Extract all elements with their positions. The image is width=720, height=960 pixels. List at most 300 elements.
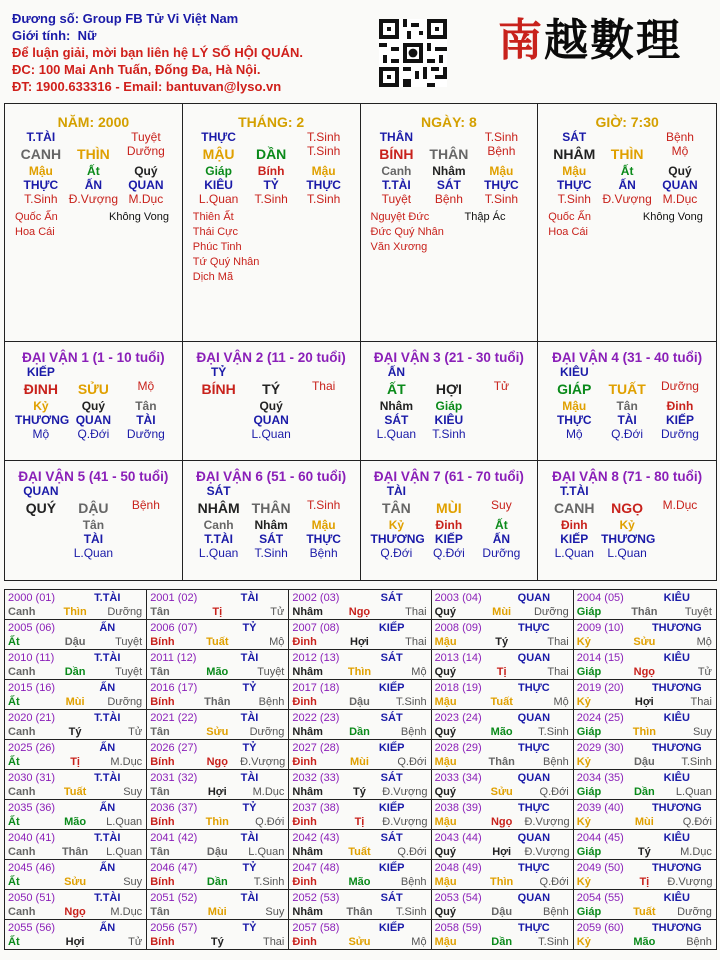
dai-van-gods-item: [15, 532, 67, 546]
pillar-top-item: [245, 130, 297, 144]
annual-branch: Ngọ: [206, 756, 228, 768]
annual-phase: T.Sinh: [681, 756, 712, 768]
annual-cell-body: [8, 695, 142, 709]
dai-van-god-item: [423, 365, 475, 379]
annual-cell-body: [8, 635, 142, 649]
dai-van-gods: [183, 532, 360, 546]
annual-cell-head: [435, 711, 569, 725]
pillar-gods: [5, 178, 182, 192]
annual-phase: Dưỡng: [107, 696, 143, 708]
annual-stem: Đinh: [292, 876, 317, 888]
annual-cell-body: [577, 665, 712, 679]
annual-cell: [147, 890, 289, 919]
annual-god: SÁT: [380, 652, 403, 664]
pillar-stars: [5, 206, 182, 240]
dai-van-cell: [5, 342, 183, 461]
annual-row: [5, 680, 716, 710]
pillar-phases-item: Đ.Vượng: [602, 192, 652, 206]
annual-cell-head: [292, 861, 426, 875]
annual-cell: [432, 860, 574, 889]
annual-branch: Mão: [64, 816, 87, 828]
dai-van-stem-branch-item: TÂN: [381, 500, 411, 516]
annual-cell-body: [150, 785, 284, 799]
pillar-hidden-stems-item: Canh: [381, 164, 412, 178]
annual-branch: Ngọ: [64, 906, 86, 918]
annual-branch: Tị: [354, 816, 365, 828]
annual-stem: Quý: [434, 726, 456, 738]
dai-van-gods-item: THỰC: [556, 413, 592, 427]
annual-branch: Ngọ: [633, 666, 656, 678]
annual-god: TÀI: [240, 592, 259, 604]
annual-branch: Tý: [495, 636, 509, 648]
pillar-top: [183, 130, 360, 144]
star-item: Dịch Mã: [192, 271, 234, 283]
annual-cell-body: [435, 755, 569, 769]
annual-cell-body: [577, 875, 712, 889]
annual-cell-head: [292, 621, 426, 635]
annual-cell: [289, 710, 431, 739]
annual-year: 2030 (31): [8, 772, 56, 784]
dai-van-stem-branch: [538, 379, 716, 399]
annual-year: 2005 (06): [8, 622, 56, 634]
annual-cell-head: [292, 681, 426, 695]
annual-god: KIẾP: [378, 742, 405, 754]
dai-van-hidden-item: Quý: [259, 399, 283, 413]
dai-van-gods-item: SÁT: [384, 413, 409, 427]
star-item: Thiên Ất: [192, 211, 234, 223]
dai-van-stem-branch-item: GIÁP: [557, 381, 592, 397]
annual-stem: Kỷ: [576, 816, 591, 828]
annual-branch: Thìn: [490, 876, 514, 888]
annual-year: 2038 (39): [434, 802, 482, 814]
stars-right: [465, 210, 528, 255]
dai-van-phases: [538, 427, 716, 441]
stars-left: [371, 210, 465, 255]
annual-cell-head: [435, 741, 569, 755]
annual-cell: [147, 860, 289, 889]
annual-cell-head: [150, 711, 284, 725]
annual-cell-body: [8, 875, 142, 889]
dai-van-stem-branch-item: BÍNH: [201, 381, 236, 397]
annual-cell-body: [577, 695, 712, 709]
annual-stem: Canh: [8, 906, 36, 918]
pillar-stem-branch-item: Dưỡng: [126, 144, 165, 158]
dai-van-hidden-item: Tân: [82, 518, 105, 532]
annual-phase: Tuyệt: [115, 636, 143, 648]
annual-god: TÀI: [240, 892, 259, 904]
annual-phase: M.Dục: [252, 786, 285, 798]
annual-stem: Bính: [150, 756, 175, 768]
annual-cell-head: [435, 621, 569, 635]
annual-branch: Dậu: [633, 756, 655, 768]
annual-god: KIÊU: [663, 592, 690, 604]
dai-van-gods: [183, 413, 360, 427]
annual-cell-head: [150, 651, 284, 665]
annual-god: T.TÀI: [94, 832, 121, 844]
annual-branch: Hợi: [65, 936, 85, 948]
annual-year: 2032 (33): [292, 772, 340, 784]
pillar-top: [361, 130, 538, 144]
annual-cell-head: [150, 831, 284, 845]
annual-cell-body: [150, 905, 284, 919]
annual-cell-body: [435, 815, 569, 829]
dai-van-god-item: [298, 484, 350, 498]
annual-branch: Hợi: [634, 696, 654, 708]
contact-line: Để luận giải, mời bạn liên hệ LÝ SỐ HỘI QUÁN.: [12, 45, 303, 60]
annual-phase: Tử: [128, 726, 143, 738]
dai-van-gods-item: TÀI: [136, 413, 156, 427]
pillar-phases: [183, 192, 360, 206]
annual-cell-head: [292, 711, 426, 725]
annual-year: 2040 (41): [8, 832, 56, 844]
annual-cell: [289, 830, 431, 859]
annual-cell-head: [8, 801, 142, 815]
annual-cell-body: [8, 845, 142, 859]
pillar-hidden-stems: [361, 164, 538, 178]
annual-cell-head: [150, 801, 284, 815]
dai-van-god-item: [298, 365, 350, 379]
annual-branch: Mùi: [492, 606, 512, 618]
annual-cell: [574, 650, 716, 679]
annual-cell: [289, 890, 431, 919]
dai-van-cell: [5, 461, 183, 580]
annual-stem: Bính: [150, 816, 175, 828]
dai-van-title: ĐẠI VẬN 3 (21 - 30 tuổi): [373, 350, 524, 365]
annual-branch: Mão: [633, 936, 656, 948]
dai-van-stem-branch-item: MÙI: [436, 500, 462, 516]
pillar-phases-item: Bệnh: [434, 192, 463, 206]
annual-cell: [574, 830, 716, 859]
dai-van-phases: [183, 546, 360, 560]
star-item: Quốc Ấn: [15, 211, 58, 223]
dai-van-god-item: [601, 365, 653, 379]
annual-cell-head: [577, 621, 712, 635]
logo: 南越數理: [498, 15, 682, 66]
dai-van-gods: [538, 413, 716, 427]
pillar-stem-branch: [538, 144, 716, 164]
annual-cell: [147, 830, 289, 859]
annual-god: SÁT: [380, 772, 403, 784]
dai-van-gods: [5, 413, 182, 427]
star-item: Hoa Cái: [548, 226, 588, 238]
dai-van-hidden-item: Kỷ: [619, 518, 635, 532]
annual-cell-body: [577, 725, 712, 739]
stars-right: [287, 210, 350, 285]
annual-year: 2013 (14): [434, 652, 482, 664]
annual-cell-head: [577, 771, 712, 785]
pillar-stem-branch: [5, 144, 182, 164]
annual-phase: Mộ: [553, 696, 569, 708]
annual-branch: Tuất: [490, 696, 513, 708]
dai-van-god-item: [601, 484, 653, 498]
pillar-stem-branch-item: THÂN: [429, 146, 469, 162]
annual-cell-body: [292, 905, 426, 919]
annual-phase: T.Sinh: [395, 906, 427, 918]
annual-stem: Giáp: [576, 606, 602, 618]
annual-year: 2039 (40): [576, 802, 624, 814]
dai-van-stem-branch-item: HỢI: [435, 381, 462, 397]
annual-branch: Dần: [206, 876, 228, 888]
annual-stem: Đinh: [292, 816, 317, 828]
annual-cell-head: [150, 681, 284, 695]
annual-branch: Dậu: [206, 846, 228, 858]
annual-cell-body: [435, 725, 569, 739]
dai-van-god-item: [654, 484, 706, 498]
annual-cell-body: [435, 875, 569, 889]
annual-stem: Giáp: [576, 786, 602, 798]
annual-cell: [5, 860, 147, 889]
dai-van-gods: [5, 532, 182, 546]
annual-cell-body: [292, 815, 426, 829]
annual-year: 2021 (22): [150, 712, 198, 724]
annual-stem: Bính: [150, 936, 175, 948]
annual-branch: Dần: [491, 936, 513, 948]
dai-van-title: ĐẠI VẬN 8 (71 - 80 tuổi): [552, 469, 703, 484]
pillar-stars: [183, 206, 360, 285]
annual-branch: Dần: [64, 666, 86, 678]
annual-stem: Nhâm: [292, 666, 323, 678]
annual-stem: Nhâm: [292, 726, 323, 738]
annual-year: 2044 (45): [576, 832, 624, 844]
annual-cell-body: [435, 635, 569, 649]
annual-god: THỰC: [518, 802, 550, 814]
star-item: Thái Cực: [192, 226, 239, 238]
annual-phase: M.Dục: [680, 846, 712, 858]
annual-branch: Tị: [212, 606, 223, 618]
annual-stem: Tân: [150, 846, 170, 858]
annual-cell-head: [292, 891, 426, 905]
annual-stem: Mậu: [434, 756, 457, 768]
annual-god: KIÊU: [663, 892, 690, 904]
annual-god: ẤN: [99, 622, 116, 634]
annual-god: TỶ: [242, 682, 257, 694]
dai-van-hidden-item: [120, 518, 172, 532]
annual-phase: Tuyệt: [115, 666, 143, 678]
annual-cell-head: [292, 591, 426, 605]
annual-year: 2034 (35): [576, 772, 624, 784]
annual-year: 2016 (17): [150, 682, 198, 694]
annual-phase: T.Sinh: [253, 876, 285, 888]
annual-phase: Bệnh: [400, 726, 427, 738]
annual-cell-head: [435, 861, 569, 875]
annual-stem: Giáp: [576, 726, 602, 738]
annual-year: 2000 (01): [8, 592, 56, 604]
pillar-hidden-stems-item: Quý: [134, 164, 158, 178]
pillar-top-item: T.TÀI: [26, 130, 56, 144]
annual-cell: [432, 830, 574, 859]
annual-god: THƯƠNG: [651, 682, 702, 694]
annual-phase: Mộ: [269, 636, 285, 648]
annual-branch: Hợi: [350, 636, 369, 648]
annual-year: 2051 (52): [150, 892, 198, 904]
dai-van-god-item: [476, 365, 528, 379]
pillar-phases-item: M.Dục: [662, 192, 698, 206]
annual-cell: [147, 590, 289, 619]
annual-cell: [432, 770, 574, 799]
annual-stem: Quý: [434, 786, 456, 798]
annual-year: 2043 (44): [434, 832, 482, 844]
annual-year: 2052 (53): [292, 892, 340, 904]
annual-phase: Đ.Vượng: [524, 846, 570, 858]
pillar-top-item: [601, 130, 653, 144]
annual-row: [5, 740, 716, 770]
stars-left: [15, 210, 109, 240]
annual-year: 2022 (23): [292, 712, 340, 724]
pillar-hidden-stems: [5, 164, 182, 178]
dai-van-god-item: ẤN: [387, 365, 406, 379]
annual-cell: [574, 860, 716, 889]
annual-god: ẤN: [99, 682, 116, 694]
dai-van-gods-item: [654, 532, 706, 546]
dai-van-hidden-item: Mậu: [562, 399, 587, 413]
annual-cell-body: [435, 905, 569, 919]
pillar-phases-item: M.Dục: [128, 192, 164, 206]
dai-van-phases-item: Dưỡng: [661, 427, 699, 441]
annual-god: SÁT: [380, 832, 403, 844]
annual-stem: Bính: [150, 876, 175, 888]
annual-cell-head: [435, 591, 569, 605]
dai-van-gods-item: T.TÀI: [204, 532, 233, 546]
pillar-top: [538, 130, 716, 144]
pillar-hidden-stems-item: Mậu: [489, 164, 514, 178]
annual-stem: Tân: [150, 786, 170, 798]
annual-branch: Thìn: [63, 606, 87, 618]
dai-van-hidden: [183, 399, 360, 413]
annual-branch: Tý: [637, 846, 651, 858]
annual-god: THỰC: [518, 922, 550, 934]
pillar-hidden-stems-item: Ất: [87, 164, 100, 178]
pillar-top: [5, 130, 182, 144]
annual-phase: Suy: [265, 906, 285, 918]
annual-cell-head: [577, 591, 712, 605]
annual-cell-head: [8, 921, 142, 935]
annual-cell-body: [292, 725, 426, 739]
dai-van-hidden-item: [476, 399, 528, 413]
annual-god: QUAN: [517, 892, 551, 904]
pillar-gods: [361, 178, 538, 192]
annual-cell: [147, 800, 289, 829]
annual-branch: Dậu: [349, 696, 370, 708]
dai-van-god-item: TÀI: [386, 484, 407, 498]
annual-cell-body: [435, 785, 569, 799]
annual-cell-head: [435, 831, 569, 845]
annual-cell-body: [8, 605, 142, 619]
pillar-gods-item: KIÊU: [204, 178, 233, 192]
annual-year: 2029 (30): [576, 742, 624, 754]
annual-cell: [432, 800, 574, 829]
annual-cell-head: [8, 681, 142, 695]
star-item: Văn Xương: [370, 241, 428, 253]
dai-van-god-item: [423, 484, 475, 498]
dai-van-gods-item: KIẾP: [560, 532, 589, 546]
annual-phase: Thai: [405, 606, 427, 618]
annual-god: SÁT: [380, 712, 403, 724]
annual-row: [5, 830, 716, 860]
annual-branch: Sửu: [633, 636, 656, 648]
stars-left: [548, 210, 643, 240]
pillar-stem-branch-item: NHÂM: [553, 146, 596, 162]
annual-cell-head: [577, 831, 712, 845]
dai-van-title: ĐẠI VẬN 6 (51 - 60 tuổi): [196, 469, 347, 484]
annual-cell-body: [292, 665, 426, 679]
annual-cell: [147, 710, 289, 739]
annual-stem: Giáp: [576, 666, 602, 678]
annual-year: 2045 (46): [8, 862, 56, 874]
annual-god: T.TÀI: [94, 712, 121, 724]
annual-cell: [574, 680, 716, 709]
annual-stem: Mậu: [434, 636, 457, 648]
dai-van-phases-item: Q.Đới: [77, 427, 110, 441]
annual-cell: [432, 590, 574, 619]
pillar-gods-item: T.TÀI: [382, 178, 411, 192]
dai-van-title: ĐẠI VẬN 1 (1 - 10 tuổi): [22, 350, 165, 365]
pillar-top-item: SÁT: [562, 130, 587, 144]
pillar-hidden-stems: [538, 164, 716, 178]
annual-god: T.TÀI: [94, 772, 121, 784]
annual-branch: Thìn: [632, 726, 656, 738]
annual-year: 2056 (57): [150, 922, 198, 934]
dai-van-gods: [361, 413, 538, 427]
annual-phase: L.Quan: [106, 816, 143, 828]
dai-van-hidden: [361, 399, 538, 413]
dai-van-hidden: [5, 399, 182, 413]
annual-branch: Tị: [70, 756, 80, 768]
annual-year: 2027 (28): [292, 742, 340, 754]
annual-row: [5, 920, 716, 950]
pillar-phases-item: T.Sinh: [306, 192, 341, 206]
annual-god: ẤN: [99, 802, 116, 814]
annual-branch: Thân: [631, 606, 658, 618]
annual-cell-head: [292, 921, 426, 935]
annual-year: 2033 (34): [434, 772, 482, 784]
annual-god: TÀI: [240, 712, 259, 724]
dai-van-phases-item: Dưỡng: [482, 546, 521, 560]
annual-year: 2018 (19): [434, 682, 482, 694]
annual-cell-body: [577, 605, 712, 619]
annual-year: 2036 (37): [150, 802, 198, 814]
annual-cell-head: [435, 771, 569, 785]
annual-cell-head: [292, 651, 426, 665]
annual-cell-body: [435, 935, 569, 949]
star-item: Đức Quý Nhân: [370, 226, 444, 238]
annual-phase: Thai: [690, 696, 712, 708]
pillar-top-item: [68, 130, 120, 144]
annual-phase: Q.Đới: [397, 846, 427, 858]
annual-branch: Thìn: [205, 816, 229, 828]
annual-cell-body: [8, 665, 142, 679]
annual-year: 2004 (05): [576, 592, 624, 604]
annual-branch: Tý: [210, 936, 224, 948]
annual-cell-head: [8, 591, 142, 605]
annual-stem: Kỷ: [576, 636, 591, 648]
annual-year: 2001 (02): [150, 592, 198, 604]
annual-phase: Q.Đới: [539, 786, 569, 798]
annual-stem: Đinh: [292, 936, 317, 948]
annual-cell-head: [8, 621, 142, 635]
annual-cell: [289, 800, 431, 829]
annual-cell-body: [150, 875, 284, 889]
dai-van-stem-branch: [183, 379, 360, 399]
annual-branch: Dần: [633, 786, 655, 798]
annual-year: 2058 (59): [434, 922, 482, 934]
pillar-top-item: Tuyệt: [131, 130, 161, 144]
annual-year: 2025 (26): [8, 742, 56, 754]
dai-van-phases-item: Q.Đới: [611, 427, 644, 441]
pillar-phases: [361, 192, 538, 206]
annual-stem: Đinh: [292, 756, 317, 768]
dai-van-phases-item: L.Quan: [73, 546, 114, 560]
annual-cell: [574, 890, 716, 919]
